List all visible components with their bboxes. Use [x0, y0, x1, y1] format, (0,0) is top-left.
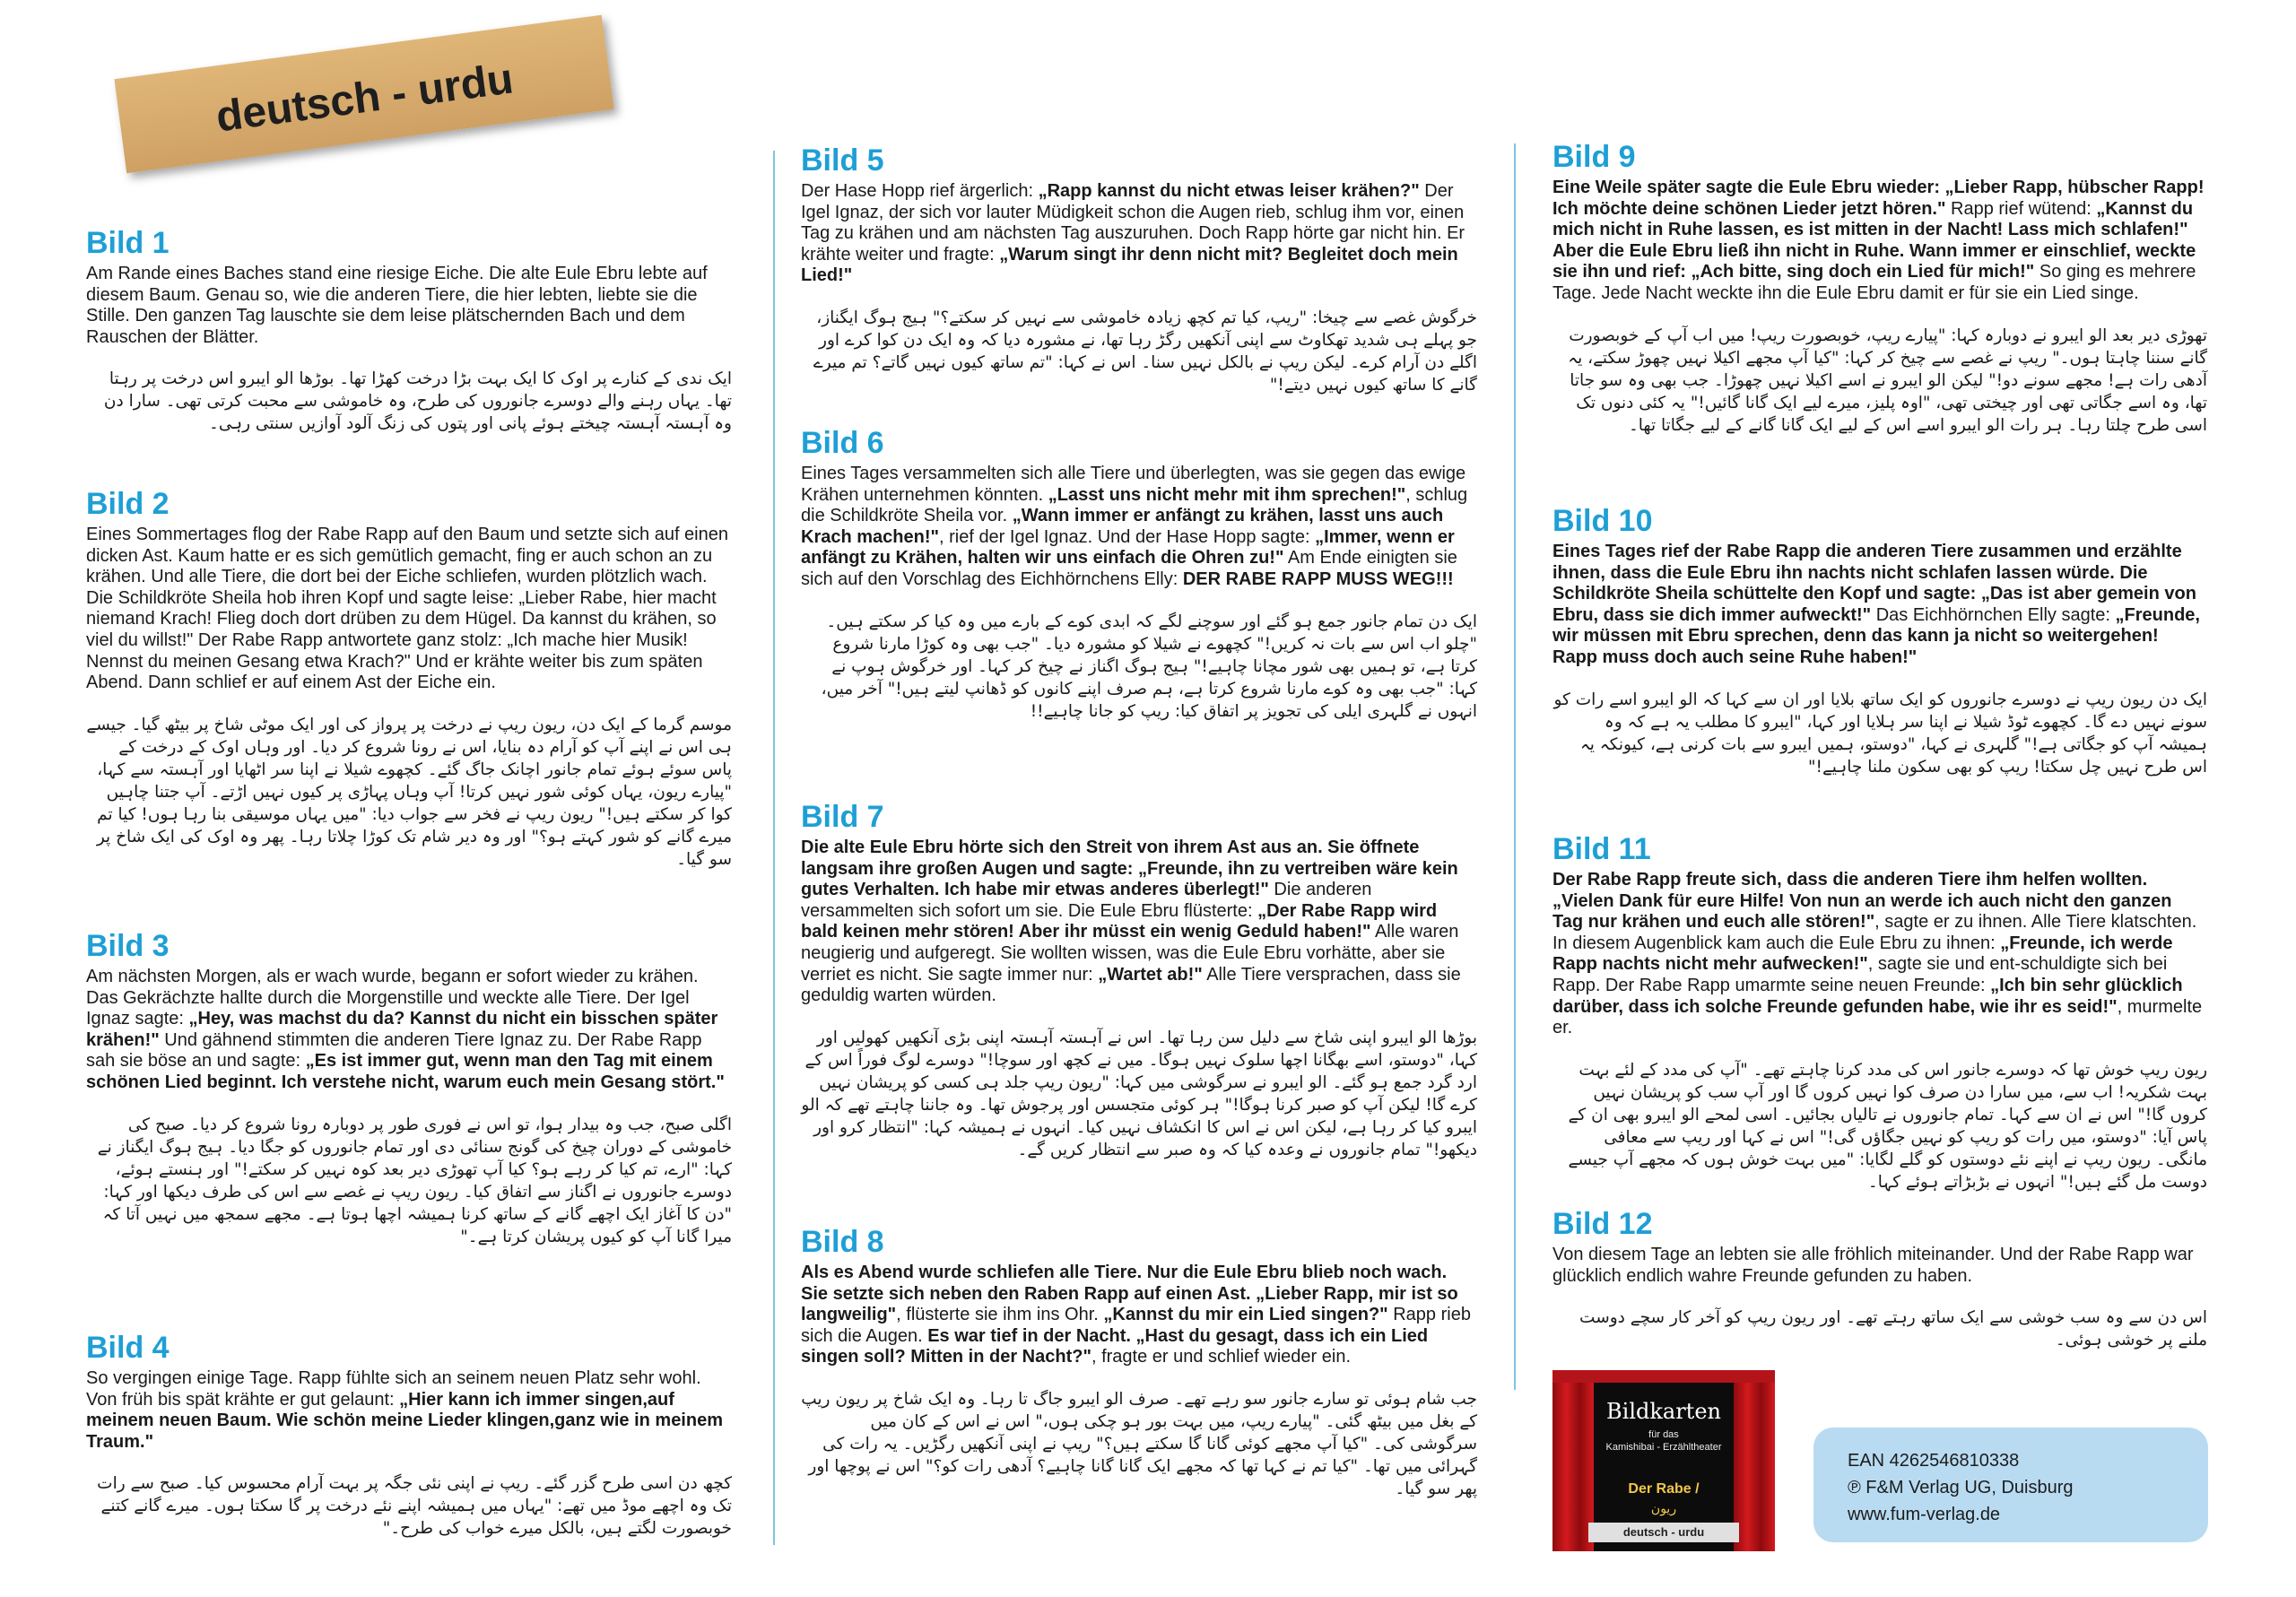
section-bild-4: [86, 1331, 732, 1540]
logo-language-strip: deutsch - urdu: [1588, 1523, 1739, 1542]
section-bild-10: [1552, 504, 2207, 778]
section-bild-6: [801, 426, 1477, 723]
section-bild-9: [1552, 140, 2207, 437]
section-bild-1: [86, 226, 732, 435]
section-bild-7: [801, 800, 1477, 1161]
publisher-info-box: [1813, 1428, 2208, 1542]
urdu-text: اس دن سے وہ سب خوشی سے ایک ساتھ رہتے تھے۔ اور ریون ریپ کو آخر کار سچے دوست ملنے پر خوشی ہوئی۔: [1579, 1308, 2207, 1350]
german-text: Eines Sommertages flog der Rabe Rapp auf den Baum und setzte sich auf einen dicken Ast. Kaum hatte er es sich gemütlich gemacht, fing er auch schon an zu krähen. Und alle Tiere, die dort bei der Eiche schliefen, wurden plötzlich wach. Die Schildkröte Sheila hob ihren Kopf und sagte leise: „Lieber Rabe, hier macht niemand Krach! Flieg doch dort drüben zu dem Hügel. Da kannst du krähen, so viel du willst!" Der Rabe Rapp antwortete ganz stolz: „Ich mache hier Musik! Nennst du meinen Gesang etwa Krach?" Und er krähte weiter bis zum späten Abend. Dann schlief er auf einem Ast der Eiche ein.: [86, 525, 728, 693]
section-title: Bild 7: [801, 800, 884, 834]
urdu-text: ایک دن ریون ریپ نے دوسرے جانوروں کو ایک ساتھ بلایا اور ان سے کہا کہ الو ایبرو اسے رات کو سونے نہیں دے گا۔ کچھوے ٹوڈ شیلا نے اپنا سر ہلایا اور کہا، "ایبرو کا مطلب یہ ہے کہ وہ ہمیشہ آپ کو جگاتی ہے!" گلہری نے کہا، "دوستو، ہمیں ایبرو سے بات کرنی ہے، کیونکہ یہ اس طرح نہیں چل سکتا! ریپ کو بھی سکون ملنا چاہیے!": [1553, 690, 2207, 777]
section-title: Bild 11: [1552, 832, 1651, 866]
logo-book-title-urdu: ریون: [1650, 1501, 1677, 1515]
section-title: Bild 4: [86, 1331, 170, 1365]
section-title: Bild 1: [86, 226, 170, 260]
publisher-website-link[interactable]: www.fum-verlag.de: [1848, 1505, 2001, 1524]
urdu-text: موسم گرما کے ایک دن، ریون ریپ نے درخت پر پرواز کی اور ایک موٹی شاخ پر بیٹھ گیا۔ جیسے ہی اس نے اپنے آپ کو آرام دہ بنایا، اس نے رونا شروع کر دیا۔ اور وہاں اوک کے درخت کے پاس سوئے ہوئے تمام جانور اچانک جاگ گئے۔ کچھوے شیلا نے اپنا سر اٹھایا اور آہستہ سے کہا، "پیارے ریون، یہاں کوئی شور نہیں کرتا! آپ وہاں پہاڑی پر کیوں نہیں اڑتے۔ آپ جتنا چاہیں کوا کر سکتے ہیں!" ریون ریپ نے فخر سے جواب دیا: "میں یہاں موسیقی بنا رہا ہوں! کیا تم میرے گانے کو شور کہتے ہو؟" اور وہ دیر شام تک کوڑا چلاتا رہا۔ پھر وہ اوک کی ایک شاخ پر سو گیا۔: [86, 715, 732, 869]
german-text: Am nächsten Morgen, als er wach wurde, begann er sofort wieder zu krähen. Das Gekrächzte hallte durch die Morgenstille und weckte alle Tiere. Der Igel Ignaz sagte: „Hey, was machst du da? Kannst du nicht ein bisschen später krähen!" Und gähnend stimmten die anderen Tiere Ignaz zu. Der Rabe Rapp sah sie böse an und sagte: „Es ist immer gut, wenn man den Tag mit einem schönen Lied beginnt. Ich verstehe nicht, warum euch mein Gesang stört.": [86, 967, 725, 1092]
section-title: Bild 5: [801, 143, 884, 178]
section-title: Bild 8: [801, 1225, 884, 1259]
urdu-text: تھوڑی دیر بعد الو ایبرو نے دوبارہ کہا: "پیارے ریپ، خوبصورت ریپ! میں اب آپ کے خوبصورت گانے سننا چاہتا ہوں۔" ریپ نے غصے سے چیخ کر کہا: "کیا آپ مجھے اکیلا نہیں چھوڑ سکتے، یہ آدھی رات ہے! مجھے سونے دو!" لیکن الو ایبرو نے اسے اکیلا نہیں چھوڑا۔ جب بھی وہ سو جاتا تھا، وہ اسے جگاتی تھی اور چیختی تھی، "اوہ پلیز، میرے لیے ایک گانا گائیں!" یہ کئی دنوں تک اسی طرح چلتا رہا۔ ہر رات الو ایبرو اسے اس کے لیے ایک گانا گانے کے لیے جگاتا تھا۔: [1568, 325, 2207, 435]
german-text: Als es Abend wurde schliefen alle Tiere. Nur die Eule Ebru blieb noch wach. Sie setzte sich neben den Raben Rapp auf einen Ast. „Lieber Rapp, mir ist so langweilig", flüsterte sie ihm ins Ohr. „Kannst du mir ein Lied singen?" Rapp rieb sich die Augen. Es war tief in der Nacht. „Hast du gesagt, dass ich ein Lied singen soll? Mitten in der Nacht?", fragte er und schlief wieder ein.: [801, 1263, 1471, 1367]
urdu-text: جب شام ہوئی تو سارے جانور سو رہے تھے۔ صرف الو ایبرو جاگ تا رہا۔ وہ ایک شاخ پر ریون ریپ کے بغل میں بیٹھ گئی۔ "پیارے ریپ، میں بہت بور ہو چکی ہوں،" اس نے اس کے کان میں سرگوشی کی۔ "کیا آپ مجھے کوئی گانا گا سکتے ہیں؟" ریپ نے اپنی آنکھیں رگڑیں۔ یہ رات کی گہرائی میں تھا۔ "کیا تم نے کہا تھا کہ مجھے ایک گانا گانا چاہیے؟ آدھی رات کو؟" اس نے پوچھا اور پھر سو گیا۔: [801, 1389, 1477, 1498]
section-title: Bild 6: [801, 426, 884, 460]
language-banner-label: deutsch - urdu: [213, 55, 517, 142]
publisher-name: ℗ F&M Verlag UG, Duisburg: [1848, 1478, 2074, 1497]
section-bild-12: [1552, 1207, 2207, 1351]
section-bild-8: [801, 1225, 1477, 1500]
section-title: Bild 12: [1552, 1207, 1653, 1241]
urdu-text: اگلی صبح، جب وہ بیدار ہوا، تو اس نے فوری طور پر دوبارہ رونا شروع کر دیا۔ صبح کی خاموشی کے دوران چیخ کی گونج سنائی دی اور تمام جانوروں کو جگا دیا۔ ہیج ہوگ ایگناز نے کہا: "ارے، تم کیا کر رہے ہو؟ کیا آپ تھوڑی دیر بعد کوہ نہیں کر سکتے!" اور ہنستے ہوئے، دوسرے جانوروں نے اگناز سے اتفاق کیا۔ ریون ریپ نے غصے سے اس کی طرف دیکھا اور کہا: "دن کا آغاز ایک اچھے گانے کے ساتھ کرنا ہمیشہ اچھا ہوتا ہے۔ مجھے سمجھ میں نہیں آتا کہ میرا گانا آپ کو کیوں پریشان کرتا ہے۔": [97, 1115, 732, 1246]
urdu-text: کچھ دن اسی طرح گزر گئے۔ ریپ نے اپنی نئی جگہ پر بہت آرام محسوس کیا۔ صبح سے رات تک وہ اچھے موڈ میں تھے: "یہاں میں ہمیشہ اپنے نئے درخت پر گا سکتا ہوں۔ میرے گانے کتنے خوبصورت لگتے ہیں، بالکل میرے خواب کی طرح۔": [97, 1474, 732, 1539]
section-title: Bild 3: [86, 929, 170, 963]
german-text: Der Rabe Rapp freute sich, dass die anderen Tiere ihm helfen wollten. „Vielen Dank für eure Hilfe! Von nun an werde ich auch nicht den ganzen Tag nur krähen und euch alle stören!", sagte er zu ihnen. Alle Tiere klatschten. In diesem Augenblick kam auch die Eule Ebru zu ihnen: „Freunde, ich werde Rapp nachts nicht mehr aufwecken!", sagte sie und ent-schuldigte sich bei Rapp. Der Rabe Rapp umarmte seine neuen Freunde: „Ich bin sehr glücklich darüber, dass ich solche Freunde gefunden habe, wie ihr es seid!", murmelte er.: [1552, 870, 2203, 1038]
section-bild-3: [86, 929, 732, 1248]
logo-title: Bildkarten: [1606, 1399, 1721, 1424]
urdu-text: ایک ندی کے کنارے پر اوک کا ایک بہت بڑا درخت کھڑا تھا۔ بوڑھا الو ایبرو اس درخت پر رہتا تھا۔ یہاں رہنے والے دوسرے جانوروں کی طرح، وہ خاموشی سے محبت کرتی تھی۔ سارا دن وہ آہستہ آہستہ چیختے ہوئے پانی اور پتوں کی زنگ آلود آوازیں سنتی رہی۔: [103, 369, 732, 434]
section-bild-11: [1552, 832, 2207, 1193]
section-title: Bild 10: [1552, 504, 1653, 538]
german-text: Eine Weile später sagte die Eule Ebru wieder: „Lieber Rapp, hübscher Rapp! Ich möchte deine schönen Lieder jetzt hören." Rapp rief wütend: „Kannst du mich nicht in Ruhe lassen, es ist mitten in der Nacht! Lass mich schlafen!" Aber die Eule Ebru ließ ihn nicht in Ruhe. Wann immer er einschlief, weckte sie ihn und rief: „Ach bitte, sing doch ein Lied für mich!" So ging es mehrere Tage. Jede Nacht weckte ihn die Eule Ebru damit er für sie ein Lied singe.: [1552, 178, 2205, 303]
german-text: So vergingen einige Tage. Rapp fühlte sich an seinem neuen Platz sehr wohl. Von früh bis spät krähte er gut gelaunt: „Hier kann ich immer singen,auf meinem neuen Baum. Wie schön meine Lieder klingen,ganz wie in meinem Traum.": [86, 1368, 723, 1452]
column-divider-right: [1514, 143, 1516, 1390]
logo-subtitle-2: Kamishibai - Erzähltheater: [1605, 1442, 1722, 1453]
german-text: Der Hase Hopp rief ärgerlich: „Rapp kannst du nicht etwas leiser krähen?" Der Igel Ignaz, der sich vor lauter Müdigkeit schon die Augen rieb, schlug ihm vor, einen Tag zu krähen und am nächsten Tag auszuruhen. Doch Rapp hörte gar nicht hin. Er krähte weiter und fragte: „Warum singt ihr denn nicht mit? Begleitet doch mein Lied!": [801, 181, 1465, 286]
section-title: Bild 2: [86, 487, 170, 521]
ean-code: EAN 4262546810338: [1848, 1451, 2020, 1471]
logo-subtitle-1: für das: [1648, 1429, 1679, 1440]
logo-book-title: Der Rabe /: [1628, 1481, 1700, 1497]
language-banner: [114, 15, 613, 174]
section-title: Bild 9: [1552, 140, 1636, 174]
german-text: Eines Tages rief der Rabe Rapp die anderen Tiere zusammen und erzählte ihnen, dass die Eule Ebru ihn nachts nicht schlafen lassen würde. Die Schildkröte Sheila schüttelte den Kopf und sagte: „Das ist aber gemein von Ebru, dass sie dich immer aufweckt!" Das Eichhörnchen Elly sagte: „Freunde, wir müssen mit Ebru sprechen, denn das kann ja nicht so weitergehen! Rapp muss doch auch seine Ruhe haben!": [1552, 542, 2200, 667]
section-bild-2: [86, 487, 732, 871]
urdu-text: ایک دن تمام جانور جمع ہو گئے اور سوچنے لگے کہ ابدی کوے کے بارے میں وہ کیا کر سکتے ہیں۔ "چلو اب اس سے بات نہ کریں!" کچھوے نے شیلا کو مشورہ دیا۔ "جب بھی وہ کوڑا مارنا شروع کرتا ہے، تو ہمیں بھی شور مچانا چاہیے!" ہیج ہوگ اگناز نے چیخ کر کہا۔ اور خرگوش ہوپ نے کہا: "جب بھی وہ کوے مارنا شروع کرتا ہے، ہم صرف اپنے کانوں کو ڈھانپ لیتے ہیں!" آخر میں، انہوں نے گلہری ایلی کی تجویز پر اتفاق کیا: ریپ کو جانا چاہیے!!: [821, 612, 1477, 721]
urdu-text: خرگوش غصے سے چیخا: "ریپ، کیا تم کچھ زیادہ خاموشی سے نہیں کر سکتے؟" ہیج ہوگ ایگناز، جو پہلے ہی شدید تھکاوٹ سے اپنی آنکھیں رگڑ رہا تھا، نے مشورہ دیا کہ وہ ایک دن کوا کرے اور اگلے دن آرام کرے۔ لیکن ریپ نے بالکل نہیں سنا۔ اس نے کہا: "تم ساتھ کیوں نہیں گاتے؟ تم میرے گانے کا ساتھ کیوں نہیں دیتے!": [813, 308, 1477, 395]
urdu-text: بوڑھا الو ایبرو اپنی شاخ سے دلیل سن رہا تھا۔ اس نے آہستہ آہستہ اپنی بڑی آنکھیں کھولیں اور کہا، "دوستو، اسے بھگانا اچھا سلوک نہیں ہوگا۔ میں نے کچھ اور سوچا!" دوسرے لوگ فوراً اس کے ارد گرد جمع ہو گئے۔ الو ایبرو نے سرگوشی میں کہا: "ریون ریپ جلد ہی کسی کو پریشان نہیں کرے گا! لیکن آپ کو صبر کرنا ہوگا!" ہر کوئی متجسس اور پرجوش تھا۔ وہ جاننا چاہتے تھے کہ الو ایبرو کیا کر رہا ہے، لیکن اس نے اس کا انکشاف نہیں کیا۔ انہوں نے ہمیشہ کہا: "انتظار کرو اور دیکھو!" تمام جانوروں نے وعدہ کیا کہ وہ صبر سے انتظار کریں گے۔: [801, 1028, 1477, 1159]
german-text: Eines Tages versammelten sich alle Tiere und überlegten, was sie gegen das ewige Krähen unternehmen könnten. „Lasst uns nicht mehr mit ihm sprechen!", schlug die Schildkröte Sheila vor. „Wann immer er anfängt zu krähen, lasst uns auch Krach machen!", rief der Igel Ignaz. Und der Hase Hopp sagte: „Immer, wenn er anfängt zu Krähen, halten wir uns einfach die Ohren zu!" Am Ende einigten sie sich auf den Vorschlag des Eichhörnchens Elly: DER RABE RAPP MUSS WEG!!!: [801, 464, 1468, 589]
bildkarten-cover-logo: [1552, 1370, 1775, 1551]
column-divider-left: [773, 151, 775, 1545]
curtain-valance-icon: [1552, 1370, 1775, 1383]
german-text: Von diesem Tage an lebten sie alle fröhlich miteinander. Und der Rabe Rapp war glücklich endlich wahre Freunde gefunden zu haben.: [1552, 1245, 2194, 1286]
curtain-right-icon: [1734, 1370, 1775, 1551]
german-text: Die alte Eule Ebru hörte sich den Streit von ihrem Ast aus an. Sie öffnete langsam ihre großen Augen und sagte: „Freunde, ihn zu vertreiben wäre kein gutes Verhalten. Ich habe mir etwas anderes überlegt!" Die anderen versammelten sich sofort um sie. Die Eule Ebru flüsterte: „Der Rabe Rapp wird bald keinen mehr stören! Aber ihr müsst ein wenig Geduld haben!" Alle waren neugierig und aufgeregt. Sie wollten wissen, was die Eule Ebru vorhätte, aber sie verriet es nicht. Sie sagte immer nur: „Wartet ab!" Alle Tiere versprachen, dass sie geduldig warten würden.: [801, 838, 1461, 1006]
section-bild-5: [801, 143, 1477, 396]
urdu-text: ریون ریپ خوش تھا کہ دوسرے جانور اس کی مدد کرنا چاہتے تھے۔ "آپ کی مدد کے لئے بہت بہت شکریہ! اب سے، میں سارا دن صرف کوا نہیں کروں گا اور آپ سب کو پریشان نہیں کروں گا!" اس نے ان سے کہا۔ تمام جانوروں نے تالیاں بجائیں۔ اسی لمحے الو ایبرو بھی ان کے پاس آیا: "دوستو، میں رات کو ریپ کو نہیں جگاؤں گی!" اس نے کہا اور ریپ سے معافی مانگی۔ ریون ریپ نے اپنے نئے دوستوں کو گلے لگایا: "میں بہت خوش ہوں کہ مجھے آپ جیسے دوست مل گئے ہیں!" انہوں نے بڑبڑاتے ہوئے کہا۔: [1568, 1060, 2207, 1192]
german-text: Am Rande eines Baches stand eine riesige Eiche. Die alte Eule Ebru lebte auf diesem Baum. Genau so, wie die anderen Tiere, die hier lebten, liebte sie die Stille. Den ganzen Tag lauschte sie dem leise plätschernden Bach und dem Rauschen der Blätter.: [86, 264, 708, 347]
